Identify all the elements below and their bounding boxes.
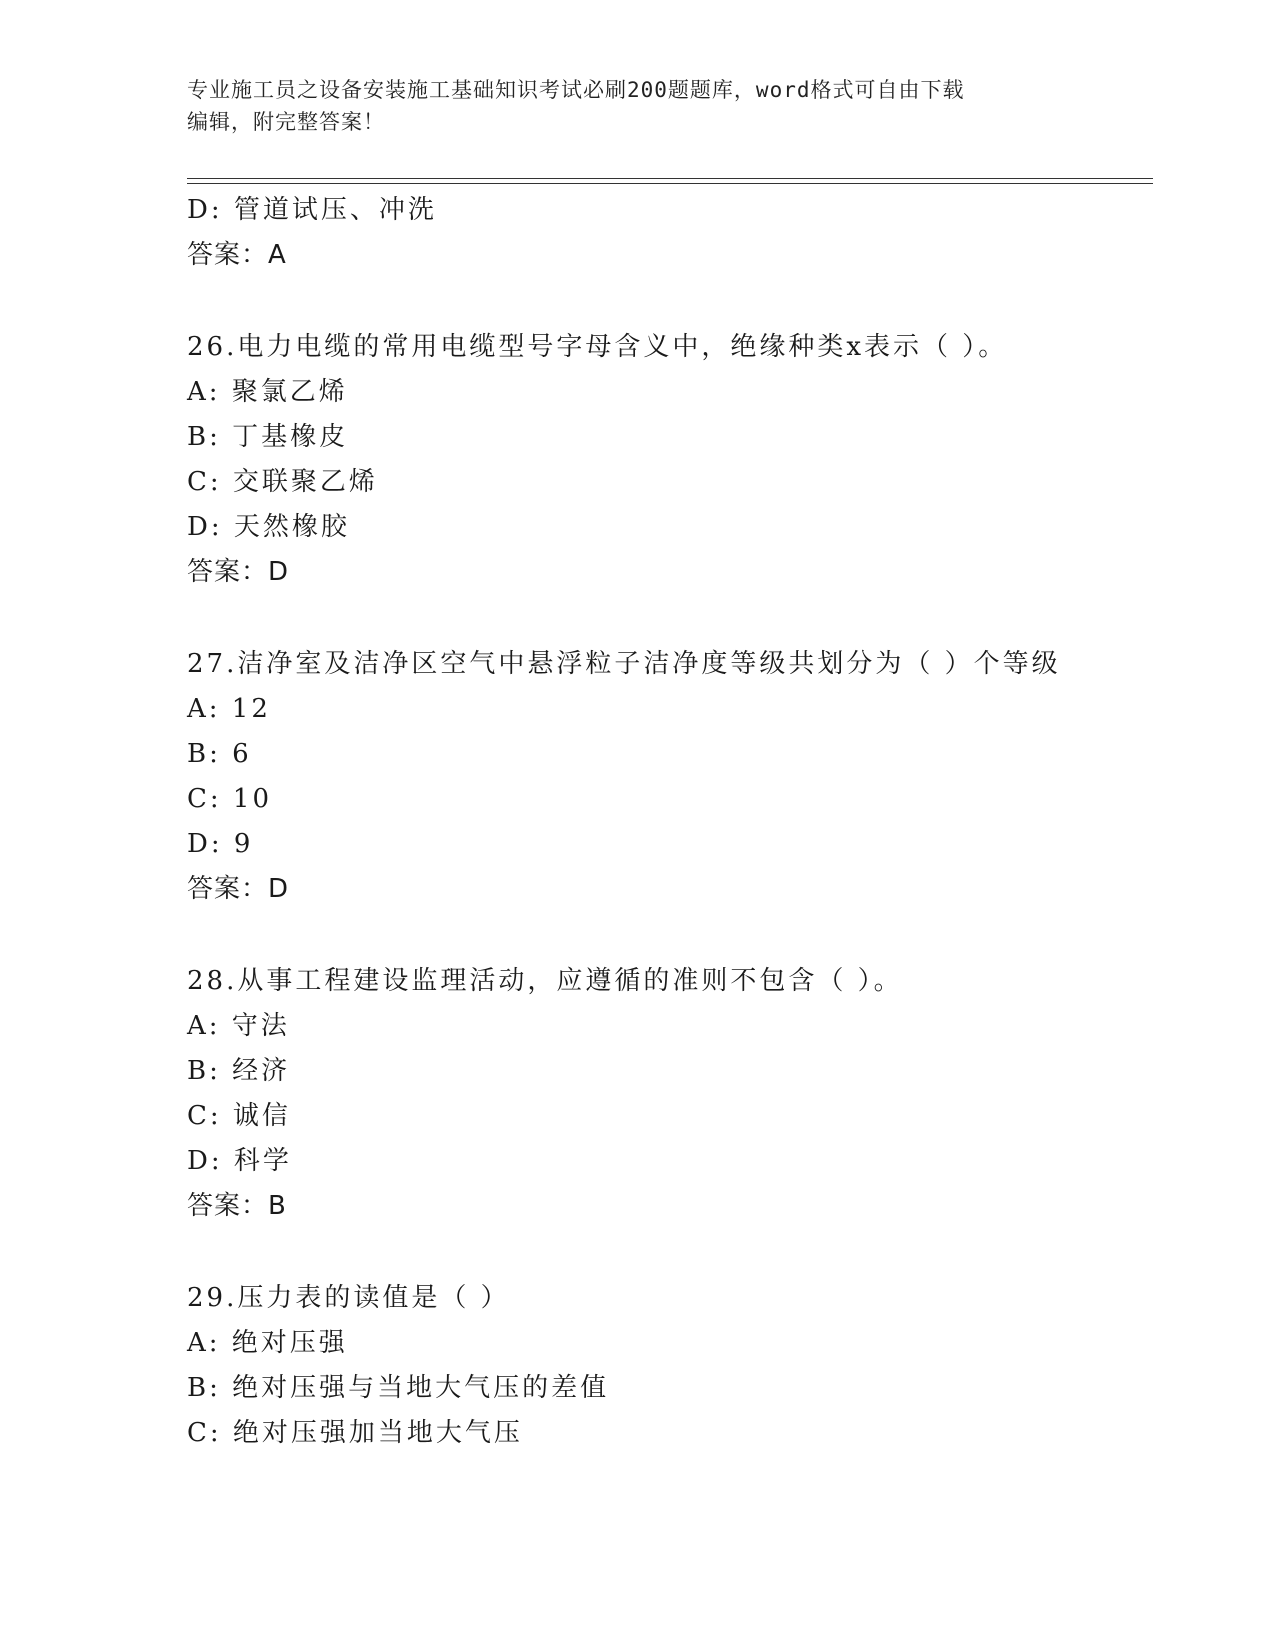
question-list	[187, 188, 1137, 1456]
option-d: D: 管道试压、冲洗	[187, 195, 437, 225]
option-c: C: 绝对压强加当地大气压	[187, 1418, 523, 1448]
question-27	[187, 642, 1137, 912]
spacer	[187, 912, 1137, 959]
option-a: A: 12	[187, 694, 271, 724]
option-c: C: 10	[187, 784, 273, 814]
option-a: A: 聚氯乙烯	[187, 377, 348, 407]
option-d: D: 天然橡胶	[187, 512, 350, 542]
option-d: D: 9	[187, 829, 254, 859]
question-stem: 27.洁净室及洁净区空气中悬浮粒子洁净度等级共划分为（ ）个等级	[187, 649, 1061, 679]
question-25-fragment	[187, 188, 1137, 278]
option-b: B: 6	[187, 739, 252, 769]
answer-line: 答案：A	[187, 240, 287, 270]
spacer	[187, 1229, 1137, 1276]
question-28	[187, 959, 1137, 1229]
option-b: B: 丁基橡皮	[187, 422, 349, 452]
option-c: C: 交联聚乙烯	[187, 467, 378, 497]
option-b: B: 经济	[187, 1056, 291, 1086]
option-b: B: 绝对压强与当地大气压的差值	[187, 1373, 610, 1403]
question-stem: 26.电力电缆的常用电缆型号字母含义中，绝缘种类x表示（ ）。	[187, 332, 1008, 362]
question-stem: 29.压力表的读值是（ ）	[187, 1283, 510, 1313]
answer-line: 答案：D	[187, 557, 290, 587]
answer-line: 答案：B	[187, 1191, 287, 1221]
option-a: A: 绝对压强	[187, 1328, 348, 1358]
spacer	[187, 278, 1137, 325]
spacer	[187, 595, 1137, 642]
answer-line: 答案：D	[187, 874, 290, 904]
header-title-line-1: 专业施工员之设备安装施工基础知识考试必刷200题题库，word格式可自由下载	[187, 78, 965, 102]
option-c: C: 诚信	[187, 1101, 291, 1131]
question-stem: 28.从事工程建设监理活动，应遵循的准则不包含（ ）。	[187, 966, 903, 996]
option-d: D: 科学	[187, 1146, 292, 1176]
header-divider-bottom	[187, 183, 1153, 184]
question-29	[187, 1276, 1137, 1456]
question-26	[187, 325, 1137, 595]
option-a: A: 守法	[187, 1011, 290, 1041]
document-header	[187, 74, 1067, 138]
header-divider-top	[187, 178, 1153, 179]
header-title-line-2: 编辑，附完整答案！	[187, 110, 385, 134]
